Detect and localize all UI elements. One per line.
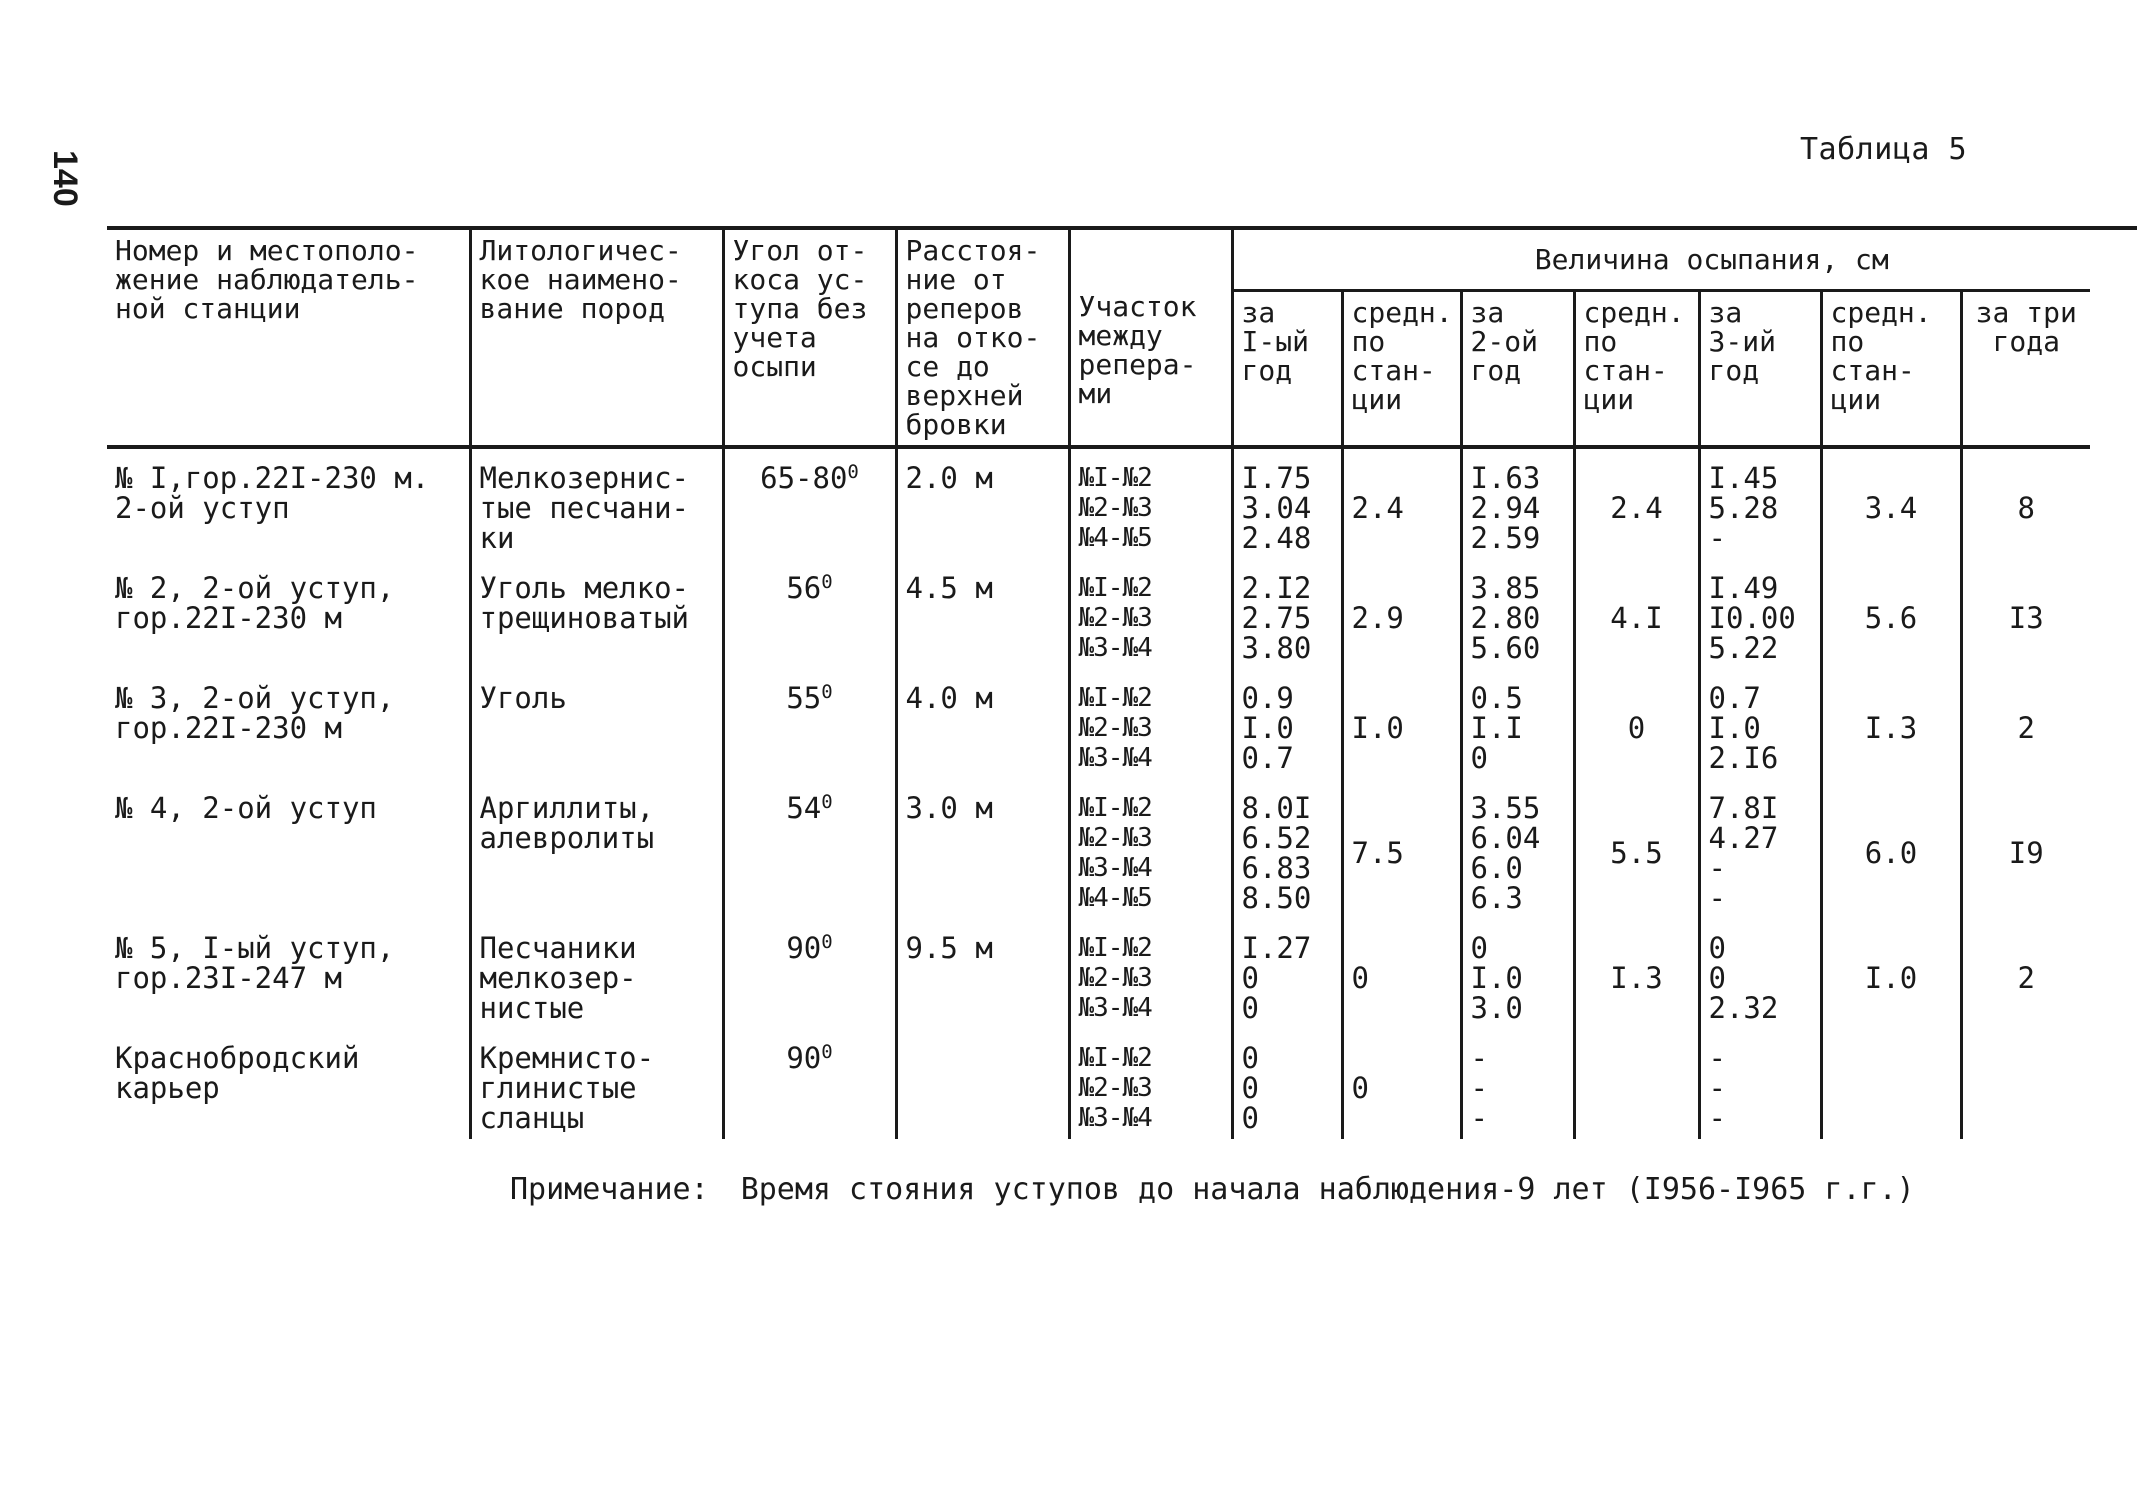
table-header-row [107, 228, 2137, 290]
angle-cell [723, 779, 896, 919]
lithology-cell: Кремнисто- глинистые сланцы [470, 1029, 723, 1139]
lithology-cell: Песчаники мелкозер- нистые [470, 919, 723, 1029]
avg3-cell: I.0 [1821, 919, 1961, 1029]
three-years-cell [1961, 1029, 2090, 1139]
year3-cell: 7.8I 4.27 - - [1699, 779, 1821, 919]
header-avg3: средн. по стан- ции [1821, 290, 1961, 447]
year2-cell: - - - [1461, 1029, 1574, 1139]
degree-mark: 0 [821, 571, 833, 593]
three-years-cell: 8 [1961, 447, 2090, 559]
table-row [107, 1029, 2137, 1139]
angle-cell [723, 559, 896, 669]
header-year2: за 2-ой год [1461, 290, 1574, 447]
three-years-cell: I9 [1961, 779, 2090, 919]
station-cell: № 4, 2-ой уступ [115, 791, 377, 825]
avg1-cell: 0 [1342, 1029, 1461, 1139]
header-lithology: Литологичес- кое наимено- вание пород [470, 228, 723, 447]
year3-cell: 0 0 2.32 [1699, 919, 1821, 1029]
three-years-cell: I3 [1961, 559, 2090, 669]
year1-cell: I.27 0 0 [1232, 919, 1342, 1029]
avg2-cell [1574, 1029, 1699, 1139]
station-cell: № I,гор.22I-230 м. 2-ой уступ [115, 461, 430, 525]
year2-cell: 0.5 I.I 0 [1461, 669, 1574, 779]
degree-mark: 0 [847, 461, 859, 483]
year1-cell: 2.I2 2.75 3.80 [1232, 559, 1342, 669]
header-year1: за I-ый год [1232, 290, 1342, 447]
section-cell: №I-№2 №2-№3 №4-№5 [1069, 447, 1232, 559]
station-cell: Краснобродский карьер [115, 1041, 360, 1105]
avg2-cell: 4.I [1574, 559, 1699, 669]
header-avg2: средн. по стан- ции [1574, 290, 1699, 447]
avg3-cell: I.3 [1821, 669, 1961, 779]
avg2-cell: 2.4 [1574, 447, 1699, 559]
table-row [107, 779, 2137, 919]
angle-value: 56 [786, 571, 822, 605]
header-year3: за 3-ий год [1699, 290, 1821, 447]
header-station: Номер и местополо- жение наблюдатель- ной станции [107, 228, 470, 447]
three-years-cell: 2 [1961, 919, 2090, 1029]
avg1-cell: I.0 [1342, 669, 1461, 779]
year3-cell: 0.7 I.0 2.I6 [1699, 669, 1821, 779]
angle-value: 90 [786, 931, 822, 965]
distance-cell: 4.0 м [896, 669, 1069, 779]
year2-cell: 0 I.0 3.0 [1461, 919, 1574, 1029]
lithology-cell: Уголь мелко- трещиноватый [470, 559, 723, 669]
year3-cell: I.49 I0.00 5.22 [1699, 559, 1821, 669]
table-label: Таблица 5 [1800, 132, 1968, 167]
avg1-cell: 0 [1342, 919, 1461, 1029]
avg3-cell: 5.6 [1821, 559, 1961, 669]
header-three-years: за три года [1961, 290, 2090, 447]
distance-cell: 9.5 м [896, 919, 1069, 1029]
header-angle: Угол от- коса ус- тупа без учета осыпи [723, 228, 896, 447]
angle-cell [723, 447, 896, 559]
degree-mark: 0 [821, 681, 833, 703]
year3-cell: I.45 5.28 - [1699, 447, 1821, 559]
note-text: Время стояния уступов до начала наблюдения-9 лет (I956-I965 г.г.) [740, 1172, 1915, 1207]
station-cell: № 3, 2-ой уступ, гор.22I-230 м [115, 681, 395, 745]
section-cell: №I-№2 №2-№3 №3-№4 [1069, 1029, 1232, 1139]
year2-cell: I.63 2.94 2.59 [1461, 447, 1574, 559]
avg1-cell: 7.5 [1342, 779, 1461, 919]
year1-cell: 8.0I 6.52 6.83 8.50 [1232, 779, 1342, 919]
station-cell: № 5, I-ый уступ, гор.23I-247 м [115, 931, 395, 995]
avg2-cell: 5.5 [1574, 779, 1699, 919]
year1-cell: 0.9 I.0 0.7 [1232, 669, 1342, 779]
header-avg1: средн. по стан- ции [1342, 290, 1461, 447]
lithology-cell: Мелкозернис- тые песчани- ки [470, 447, 723, 559]
lithology-cell: Уголь [470, 669, 723, 779]
table-row [107, 559, 2137, 669]
station-cell: № 2, 2-ой уступ, гор.22I-230 м [115, 571, 395, 635]
degree-mark: 0 [821, 1041, 833, 1063]
angle-cell [723, 669, 896, 779]
year2-cell: 3.55 6.04 6.0 6.3 [1461, 779, 1574, 919]
section-cell: №I-№2 №2-№3 №3-№4 [1069, 559, 1232, 669]
angle-value: 54 [786, 791, 822, 825]
degree-mark: 0 [821, 791, 833, 813]
distance-cell: 2.0 м [896, 447, 1069, 559]
section-cell: №I-№2 №2-№3 №3-№4 №4-№5 [1069, 779, 1232, 919]
distance-cell [896, 1029, 1069, 1139]
year2-cell: 3.85 2.80 5.60 [1461, 559, 1574, 669]
avg1-cell: 2.4 [1342, 447, 1461, 559]
angle-cell [723, 1029, 896, 1139]
avg3-cell: 3.4 [1821, 447, 1961, 559]
degree-mark: 0 [821, 931, 833, 953]
note-label: Примечание: [510, 1172, 709, 1207]
year1-cell: I.75 3.04 2.48 [1232, 447, 1342, 559]
avg2-cell: I.3 [1574, 919, 1699, 1029]
distance-cell: 4.5 м [896, 559, 1069, 669]
angle-cell [723, 919, 896, 1029]
avg2-cell: 0 [1574, 669, 1699, 779]
avg3-cell [1821, 1029, 1961, 1139]
lithology-cell: Аргиллиты, алевролиты [470, 779, 723, 919]
table-note [510, 1172, 1915, 1207]
table-row [107, 919, 2137, 1029]
angle-value: 65-80 [760, 461, 848, 495]
page-number: 140 [46, 150, 84, 207]
distance-cell: 3.0 м [896, 779, 1069, 919]
table-row [107, 447, 2137, 559]
table-row [107, 669, 2137, 779]
year1-cell: 0 0 0 [1232, 1029, 1342, 1139]
section-cell: №I-№2 №2-№3 №3-№4 [1069, 669, 1232, 779]
observation-table [107, 226, 2137, 1139]
year3-cell: - - - [1699, 1029, 1821, 1139]
avg3-cell: 6.0 [1821, 779, 1961, 919]
three-years-cell: 2 [1961, 669, 2090, 779]
header-distance: Расстоя- ние от реперов на отко- се до верхней бровки [896, 228, 1069, 447]
header-group-scree: Величина осыпания, см [1232, 228, 2137, 290]
avg1-cell: 2.9 [1342, 559, 1461, 669]
angle-value: 90 [786, 1041, 822, 1075]
header-section: Участок между репера- ми [1069, 228, 1232, 447]
angle-value: 55 [786, 681, 822, 715]
section-cell: №I-№2 №2-№3 №3-№4 [1069, 919, 1232, 1029]
